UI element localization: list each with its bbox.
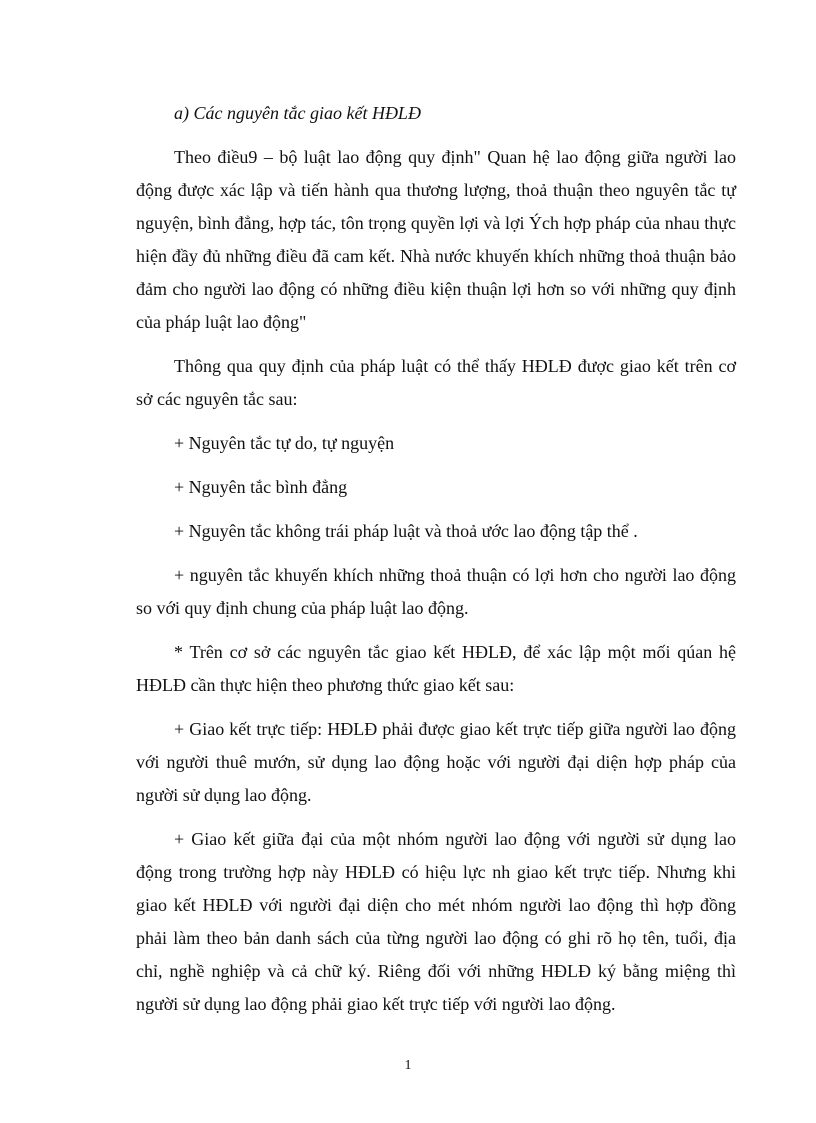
document-body xyxy=(136,96,736,1032)
principle-item-equality: + Nguyên tắc bình đẳng xyxy=(174,477,348,497)
page-number: 1 xyxy=(404,1058,412,1073)
principle-item-lawful: + Nguyên tắc không trái pháp luật và thoả ước lao động tập thể . xyxy=(174,521,638,541)
method-item-representative: + Giao kết giữa đại của một nhóm người lao động với người sử dụng lao động trong trường hợp này HĐLĐ có hiệu lực nh giao kết trực tiếp. Nhưng khi giao kết HĐLĐ với người đại diện cho mét nhóm người lao động thì hợp đồng phải làm theo bản danh sách của từng người lao động có ghi rõ họ tên, tuổi, địa chỉ, nghề nghiệp và cả chữ ký. Riêng đối với những HĐLĐ ký bằng miệng thì người sử dụng lao động phải giao kết trực tiếp với người lao động. xyxy=(136,829,736,1014)
paragraph-principles-intro: Thông qua quy định của pháp luật có thể thấy HĐLĐ được giao kết trên cơ sở các nguyên tắc sau: xyxy=(136,356,736,409)
principle-item-voluntary: + Nguyên tắc tự do, tự nguyện xyxy=(174,433,395,453)
method-item-direct: + Giao kết trực tiếp: HĐLĐ phải được giao kết trực tiếp giữa người lao động với người thuê mướn, sử dụng lao động hoặc với người đại diện hợp pháp của người sử dụng lao động. xyxy=(136,719,736,805)
paragraph-article-9-quote: Theo điều9 – bộ luật lao động quy định" Quan hệ lao động giữa người lao động được xác lập và tiến hành qua thương lượng, thoả thuận theo nguyên tắc tự nguyện, bình đẳng, hợp tác, tôn trọng quyền lợi và lợi Ých hợp pháp của nhau thực hiện đầy đủ những điều đã cam kết. Nhà nước khuyến khích những thoả thuận bảo đảm cho người lao động có những điều kiện thuận lợi hơn so với những quy định của pháp luật lao động" xyxy=(136,147,736,332)
paragraph-methods-intro: * Trên cơ sở các nguyên tắc giao kết HĐLĐ, để xác lập một mối qúan hệ HĐLĐ cần thực hiện theo phương thức giao kết sau: xyxy=(136,642,736,695)
principle-item-encourage: + nguyên tắc khuyến khích những thoả thuận có lợi hơn cho người lao động so với quy định chung của pháp luật lao động. xyxy=(136,565,736,618)
section-heading: a) Các nguyên tắc giao kết HĐLĐ xyxy=(174,103,421,123)
